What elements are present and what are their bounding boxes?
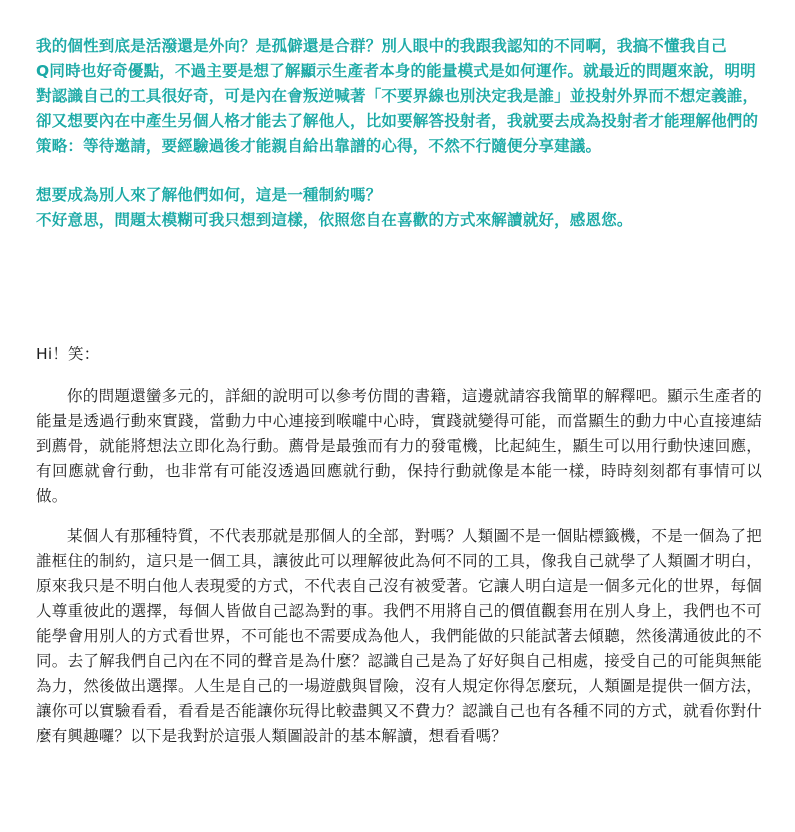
article xyxy=(36,34,762,745)
question-section xyxy=(36,34,762,233)
paragraph-spacer xyxy=(36,159,762,183)
question-paragraph: 不好意思，問題太模糊可我只想到這樣，依照您自在喜歡的方式來解讀就好，感恩您。 xyxy=(36,211,633,229)
answer-section xyxy=(36,342,762,764)
greeting: Hi！笑： xyxy=(36,345,100,363)
answer-paragraph: 某個人有那種特質，不代表那就是那個人的全部，對嗎？人類圖不是一個貼標籤機，不是一個為了把誰框住的制約，這只是一個工具，讓彼此可以理解彼此為何不同的工具，像我自己就學了人類圖才明白，原來我只是不明白他人表現愛的方式，不代表自己沒有被愛著。它讓人明白這是一個多元化的世界，每個人尊重彼此的選擇，每個人皆做自己認為對的事。我們不用將自己的價值觀套用在別人身上，我們也不可能學會用別人的方式看世界，不可能也不需要成為他人，我們能做的只能試著去傾聽，然後溝通彼此的不同。去了解我們自己內在不同的聲音是為什麼？認識自己是為了好好與自己相處，接受自己的可能與無能為力，然後做出選擇。人生是自己的一場遊戲與冒險，沒有人規定你得怎麼玩，人類圖是提供一個方法，讓你可以實驗看看，看看是否能讓你玩得比較盡興又不費力？認識自己也有各種不同的方式，就看你對什麼有興趣囉？以下是我對於這張人類圖設計的基本解讀，想看看嗎？ xyxy=(36,527,762,745)
question-paragraph: Q同時也好奇優點，不過主要是想了解顯示生產者本身的能量模式是如何運作。就最近的問題來說，明明對認識自己的工具很好奇，可是內在會叛逆喊著「不要界線也別決定我是誰」並投射外界而不想定義誰，卻又想要內在中產生另個人格才能去了解他人，比如要解答投射者，我就要去成為投射者才能理解他們的策略：等待邀請，要經驗過後才能親自給出靠譜的心得，不然不行隨便分享建議。 xyxy=(36,62,759,155)
question-paragraph: 想要成為別人來了解他們如何，這是一種制約嗎？ xyxy=(36,186,382,204)
question-paragraph: 我的個性到底是活潑還是外向？是孤僻還是合群？別人眼中的我跟我認知的不同啊，我搞不懂我自己 xyxy=(36,37,727,55)
answer-paragraph: 你的問題還蠻多元的，詳細的說明可以參考仿間的書籍，這邊就請容我簡單的解釋吧。顯示生產者的能量是透過行動來實踐，當動力中心連接到喉嚨中心時，實踐就變得可能，而當顯生的動力中心直接連結到薦骨，就能將想法立即化為行動。薦骨是最強而有力的發電機，比起純生，顯生可以用行動快速回應，有回應就會行動，也非常有可能沒透過回應就行動，保持行動就像是本能一樣，時時刻刻都有事情可以做。 xyxy=(36,387,762,505)
